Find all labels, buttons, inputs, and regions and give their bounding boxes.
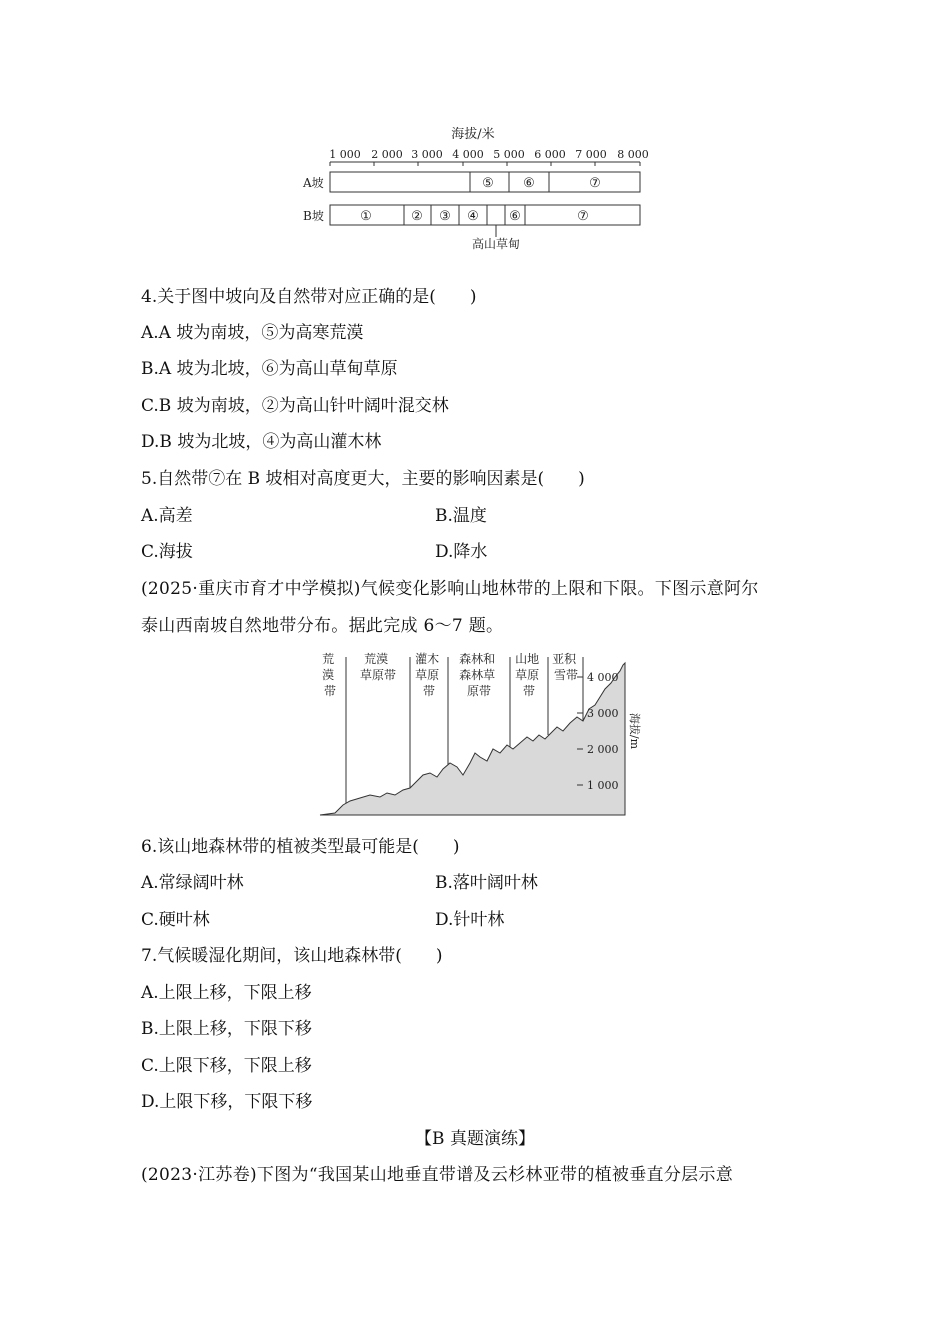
row-a-label: A坡 — [303, 176, 324, 190]
row-b-zone: ① — [360, 209, 372, 224]
q4-option-a[interactable]: A.A 坡为南坡，⑤为高寒荒漠 — [141, 323, 364, 343]
q6-option-c[interactable]: C.硬叶林 — [141, 910, 210, 930]
elevation-tick-label: 3 000 — [587, 707, 619, 720]
row-b-zone: ③ — [439, 209, 451, 224]
figure1-tick-label: 7 000 — [575, 148, 607, 161]
row-b-bar — [330, 205, 640, 225]
zone-label-forest: 森林和 森林草 原带 — [459, 652, 496, 698]
figure1-axis-ticks — [330, 162, 640, 166]
zone-label-desert-steppe: 荒漠 草原带 — [359, 652, 397, 682]
intro-next-line1: (2023·江苏卷)下图为“我国某山地垂直带谱及云杉林亚带的植被垂直分层示意 — [141, 1165, 734, 1185]
elevation-axis-label: 海拔/m — [628, 712, 641, 750]
figure1-tick-label: 1 000 — [329, 148, 361, 161]
zone-label-shrub-steppe: 灌木 草原 带 — [415, 652, 440, 698]
elevation-tick-label: 2 000 — [587, 743, 619, 756]
intro67-line1: (2025·重庆市育才中学模拟)气候变化影响山地林带的上限和下限。下图示意阿尔 — [141, 579, 759, 599]
figure1-tick-label: 5 000 — [493, 148, 525, 161]
q7-option-c[interactable]: C.上限下移，下限上移 — [141, 1056, 312, 1076]
row-b-zone: ⑥ — [509, 209, 521, 224]
section-title: 【B 真题演练】 — [415, 1129, 535, 1149]
figure1-tick-label: 4 000 — [452, 148, 484, 161]
intro67-line2: 泰山西南坡自然地带分布。据此完成 6～7 题。 — [141, 616, 504, 636]
q4-option-d[interactable]: D.B 坡为北坡，④为高山灌木林 — [141, 432, 382, 452]
annotation-label: 高山草甸 — [471, 237, 521, 251]
figure1-title: 海拔/米 — [451, 127, 495, 142]
q5-option-c[interactable]: C.海拔 — [141, 542, 193, 562]
zone-label-desert: 荒 漠 带 — [322, 652, 337, 698]
q7-stem: 7.气候暖湿化期间，该山地森林带( ) — [141, 946, 443, 966]
elevation-tick-label: 4 000 — [587, 671, 619, 684]
q7-option-b[interactable]: B.上限上移，下限下移 — [141, 1019, 312, 1039]
figure1-tick-label: 2 000 — [371, 148, 403, 161]
row-a-zone: ⑤ — [482, 176, 494, 191]
figure1-tick-label: 8 000 — [617, 148, 649, 161]
q7-option-d[interactable]: D.上限下移，下限下移 — [141, 1092, 313, 1112]
q5-option-a[interactable]: A.高差 — [141, 506, 193, 526]
zone-label-subnival: 亚积 雪带 — [552, 652, 579, 682]
q4-stem: 4.关于图中坡向及自然带对应正确的是( ) — [141, 287, 477, 307]
q6-option-d[interactable]: D.针叶林 — [435, 910, 505, 930]
q4-option-b[interactable]: B.A 坡为北坡，⑥为高山草甸草原 — [141, 359, 398, 379]
q5-option-d[interactable]: D.降水 — [435, 542, 488, 562]
altitude-band-figure — [295, 120, 665, 255]
figure1-tick-label: 6 000 — [534, 148, 566, 161]
q4-option-c[interactable]: C.B 坡为南坡，②为高山针叶阔叶混交林 — [141, 396, 449, 416]
q6-stem: 6.该山地森林带的植被类型最可能是( ) — [141, 837, 460, 857]
q6-option-a[interactable]: A.常绿阔叶林 — [141, 873, 244, 893]
elevation-tick-label: 1 000 — [587, 779, 619, 792]
row-b-zone: ④ — [467, 209, 479, 224]
q5-stem: 5.自然带⑦在 B 坡相对高度更大，主要的影响因素是( ) — [141, 469, 585, 489]
row-a-zone: ⑦ — [589, 176, 601, 191]
q7-option-a[interactable]: A.上限上移，下限上移 — [141, 983, 312, 1003]
row-b-zone: ② — [411, 209, 423, 224]
row-b-label: B坡 — [303, 209, 324, 223]
figure1-tick-label: 3 000 — [411, 148, 443, 161]
altai-profile-figure — [315, 645, 645, 820]
zone-label-mountain-steppe: 山地 草原 带 — [515, 652, 540, 698]
row-b-zone: ⑦ — [577, 209, 589, 224]
q6-option-b[interactable]: B.落叶阔叶林 — [435, 873, 538, 893]
row-a-zone: ⑥ — [523, 176, 535, 191]
q5-option-b[interactable]: B.温度 — [435, 506, 487, 526]
